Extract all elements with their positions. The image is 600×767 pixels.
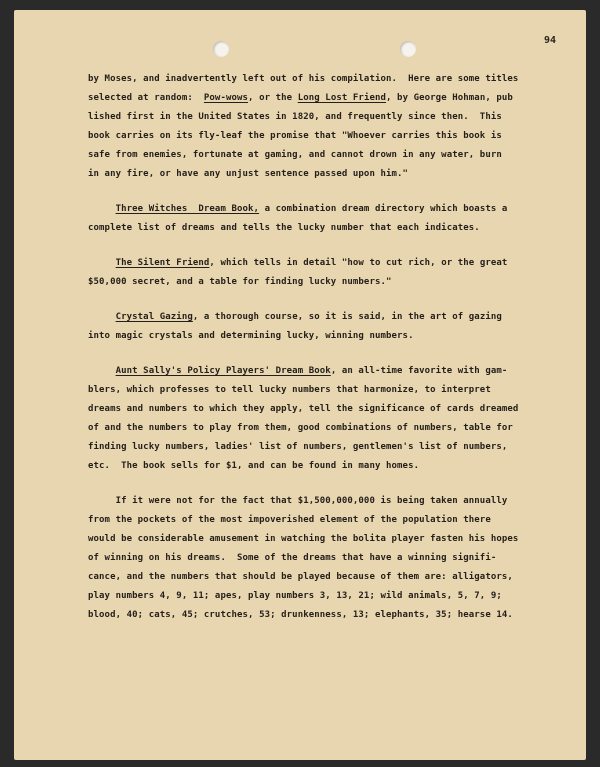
text-line: Crystal Gazing, a thorough course, so it is said, in the art of gazing bbox=[115, 312, 502, 322]
underlined-title: Crystal Gazing bbox=[115, 312, 193, 322]
document-page bbox=[14, 10, 586, 760]
text-line: would be considerable amusement in watching the bolita player fasten his hopes bbox=[88, 534, 519, 544]
text-line: complete list of dreams and tells the lucky number that each indicates. bbox=[88, 223, 480, 233]
text-line: from the pockets of the most impoverished element of the population there bbox=[88, 515, 491, 525]
underlined-title: Aunt Sally's Policy Players' Dream Book bbox=[115, 366, 331, 376]
page-number: 94 bbox=[543, 35, 556, 46]
text-line: Three Witches Dream Book, a combination dream directory which boasts a bbox=[115, 204, 508, 214]
text-line: lished first in the United States in 1820, and frequently since then. This bbox=[88, 112, 502, 122]
text-line: book carries on its fly-leaf the promise that "Whoever carries this book is bbox=[88, 131, 502, 141]
text-line: dreams and numbers to which they apply, tell the significance of cards dreamed bbox=[88, 404, 519, 414]
text-line: safe from enemies, fortunate at gaming, and cannot drown in any water, burn bbox=[88, 150, 502, 160]
text-line: in any fire, or have any unjust sentence passed upon him." bbox=[88, 169, 409, 179]
paragraph-gap bbox=[88, 346, 564, 362]
punch-hole bbox=[213, 41, 229, 57]
punch-hole bbox=[400, 41, 416, 57]
text-line: cance, and the numbers that should be played because of them are: alligators, bbox=[88, 572, 513, 582]
text-line: blers, which professes to tell lucky numbers that harmonize, to interpret bbox=[88, 385, 491, 395]
text-line: Aunt Sally's Policy Players' Dream Book, an all-time favorite with gam- bbox=[115, 366, 508, 376]
typed-text-body bbox=[88, 70, 564, 625]
text-line: selected at random: Pow-wows, or the Long Lost Friend, by George Hohman, pub bbox=[88, 93, 513, 103]
underlined-title: Three Witches Dream Book, bbox=[115, 204, 260, 214]
text-line: into magic crystals and determining lucky, winning numbers. bbox=[88, 331, 414, 341]
text-line: of winning on his dreams. Some of the dreams that have a winning signifi- bbox=[88, 553, 497, 563]
text-line: finding lucky numbers, ladies' list of numbers, gentlemen's list of numbers, bbox=[88, 442, 508, 452]
text-line: blood, 40; cats, 45; crutches, 53; drunkenness, 13; elephants, 35; hearse 14. bbox=[88, 610, 513, 620]
text-line: etc. The book sells for $1, and can be found in many homes. bbox=[88, 461, 420, 471]
underlined-title: Pow-wows bbox=[203, 93, 249, 103]
text-line: If it were not for the fact that $1,500,000,000 is being taken annually bbox=[88, 496, 508, 506]
text-line: by Moses, and inadvertently left out of his compilation. Here are some titles bbox=[88, 74, 519, 84]
paragraph-gap bbox=[88, 292, 564, 308]
text-line: The Silent Friend, which tells in detail "how to cut rich, or the great bbox=[115, 258, 508, 268]
paragraph-gap bbox=[88, 238, 564, 254]
underlined-title: Long Lost Friend bbox=[297, 93, 387, 103]
text-line: play numbers 4, 9, 11; apes, play numbers 3, 13, 21; wild animals, 5, 7, 9; bbox=[88, 591, 502, 601]
text-line: of and the numbers to play from them, good combinations of numbers, table for bbox=[88, 423, 513, 433]
paragraph-gap bbox=[88, 476, 564, 492]
underlined-title: The Silent Friend bbox=[115, 258, 210, 268]
paragraph-gap bbox=[88, 184, 564, 200]
text-line: $50,000 secret, and a table for finding lucky numbers." bbox=[88, 277, 392, 287]
